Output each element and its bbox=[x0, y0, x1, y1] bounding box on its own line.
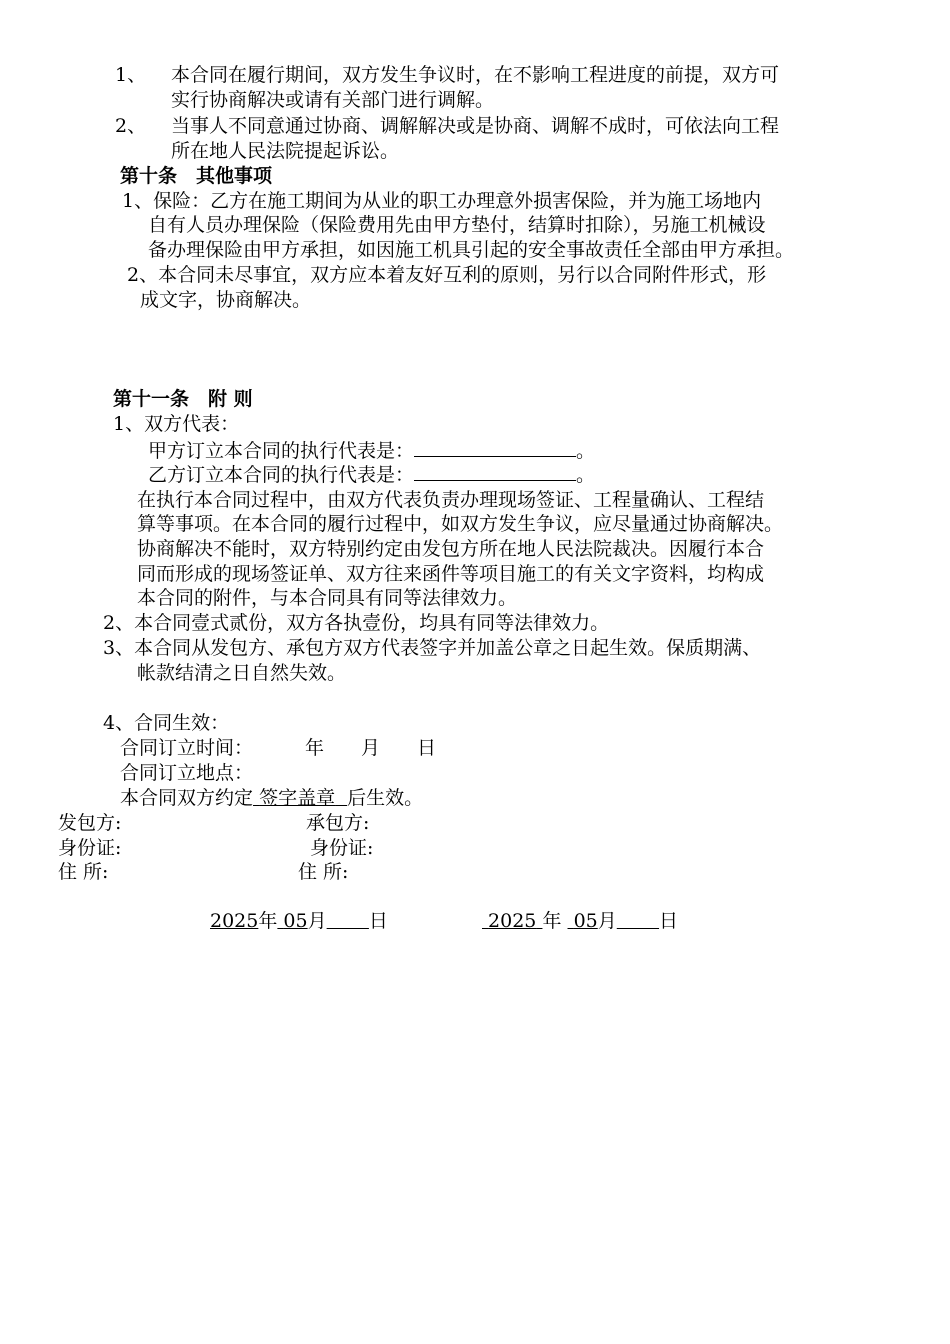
party-a-rep-label: 甲方订立本合同的执行代表是： bbox=[148, 440, 415, 462]
article11-item4: 4、合同生效： bbox=[103, 712, 230, 734]
party-b-rep-period: 。 bbox=[576, 464, 596, 486]
article11-para-line5: 本合同的附件，与本合同具有同等法律效力。 bbox=[137, 587, 518, 609]
dispute-item2-line2: 所在地人民法院提起诉讼。 bbox=[171, 140, 400, 162]
article10-p1-line3: 备办理保险由甲方承担，如因施工机具引起的安全事故责任全部由甲方承担。 bbox=[148, 239, 795, 261]
party-b-representative bbox=[148, 462, 595, 487]
article11-title: 第十一条 附 则 bbox=[113, 388, 253, 410]
article11-para-line2: 算等事项。在本合同的履行过程中，如双方发生争议，应尽量通过协商解决。 bbox=[137, 513, 784, 535]
dispute-item2-number: 2、 bbox=[115, 115, 147, 137]
article10-p2-line1: 2、本合同未尽事宜，双方应本着友好互利的原则，另行以合同附件形式，形 bbox=[127, 264, 767, 286]
sign-time-label: 合同订立时间： bbox=[120, 737, 254, 759]
article11-item3-line1: 3、本合同从发包方、承包方双方代表签字并加盖公章之日起生效。保质期满、 bbox=[103, 637, 762, 659]
party-a-rep-blank[interactable] bbox=[414, 438, 576, 457]
client-label: 发包方: bbox=[58, 812, 122, 834]
article11-rep-heading: 1、双方代表： bbox=[113, 413, 240, 435]
article11-item3-line2: 帐款结清之日自然失效。 bbox=[137, 662, 347, 684]
client-date-month: 05 bbox=[283, 910, 308, 932]
article10-p1-line2: 自有人员办理保险（保险费用先由甲方垫付，结算时扣除），另施工机械设 bbox=[148, 214, 766, 236]
contractor-address-label: 住 所: bbox=[298, 861, 349, 883]
contractor-label: 承包方: bbox=[306, 812, 370, 834]
dispute-item1-line1: 本合同在履行期间，双方发生争议时，在不影响工程进度的前提，双方可 bbox=[171, 64, 780, 86]
client-date-year: 2025 bbox=[210, 910, 259, 932]
article11-item2: 2、本合同壹式贰份，双方各执壹份，均具有同等法律效力。 bbox=[103, 612, 610, 634]
sign-time-year: 年 bbox=[305, 737, 325, 759]
article10-title: 第十条 其他事项 bbox=[120, 165, 273, 187]
contractor-date-day-blank[interactable] bbox=[617, 910, 659, 932]
party-b-rep-blank[interactable] bbox=[414, 462, 576, 481]
contractor-id-label: 身份证: bbox=[310, 837, 374, 859]
dispute-item1-number: 1、 bbox=[115, 64, 147, 86]
effect-method: 签字盖章 bbox=[259, 787, 336, 809]
contractor-date-month: 05 bbox=[573, 910, 598, 932]
sign-place-label: 合同订立地点： bbox=[120, 762, 254, 784]
effect-prefix: 本合同双方约定 bbox=[120, 787, 254, 809]
party-a-representative bbox=[148, 438, 595, 463]
article11-para-line3: 协商解决不能时，双方特别约定由发包方所在地人民法院裁决。因履行本合 bbox=[137, 538, 765, 560]
client-id-label: 身份证: bbox=[58, 837, 122, 859]
article11-para-line4: 同而形成的现场签证单、双方往来函件等项目施工的有关文字资料，均构成 bbox=[137, 563, 765, 585]
sign-time-month: 月 bbox=[361, 737, 381, 759]
client-date-day-blank[interactable] bbox=[327, 910, 369, 932]
client-sign-date: 2025年 05月 日 bbox=[210, 910, 388, 932]
effect-statement bbox=[120, 786, 423, 810]
article11-para-line1: 在执行本合同过程中，由双方代表负责办理现场签证、工程量确认、工程结 bbox=[137, 489, 765, 511]
article10-p2-line2: 成文字，协商解决。 bbox=[140, 289, 312, 311]
contractor-date-year: 2025 bbox=[488, 910, 537, 932]
client-address-label: 住 所: bbox=[58, 861, 109, 883]
contractor-sign-date: 2025 年 05月 日 bbox=[482, 909, 678, 933]
dispute-item2-line1: 当事人不同意通过协商、调解解决或是协商、调解不成时，可依法向工程 bbox=[171, 115, 780, 137]
party-a-rep-period: 。 bbox=[576, 440, 596, 462]
sign-time-day: 日 bbox=[417, 737, 437, 759]
party-b-rep-label: 乙方订立本合同的执行代表是： bbox=[148, 464, 415, 486]
article10-p1-line1: 1、保险：乙方在施工期间为从业的职工办理意外损害保险，并为施工场地内 bbox=[122, 190, 762, 212]
dispute-item1-line2: 实行协商解决或请有关部门进行调解。 bbox=[171, 89, 495, 111]
effect-suffix: 后生效。 bbox=[347, 787, 424, 809]
